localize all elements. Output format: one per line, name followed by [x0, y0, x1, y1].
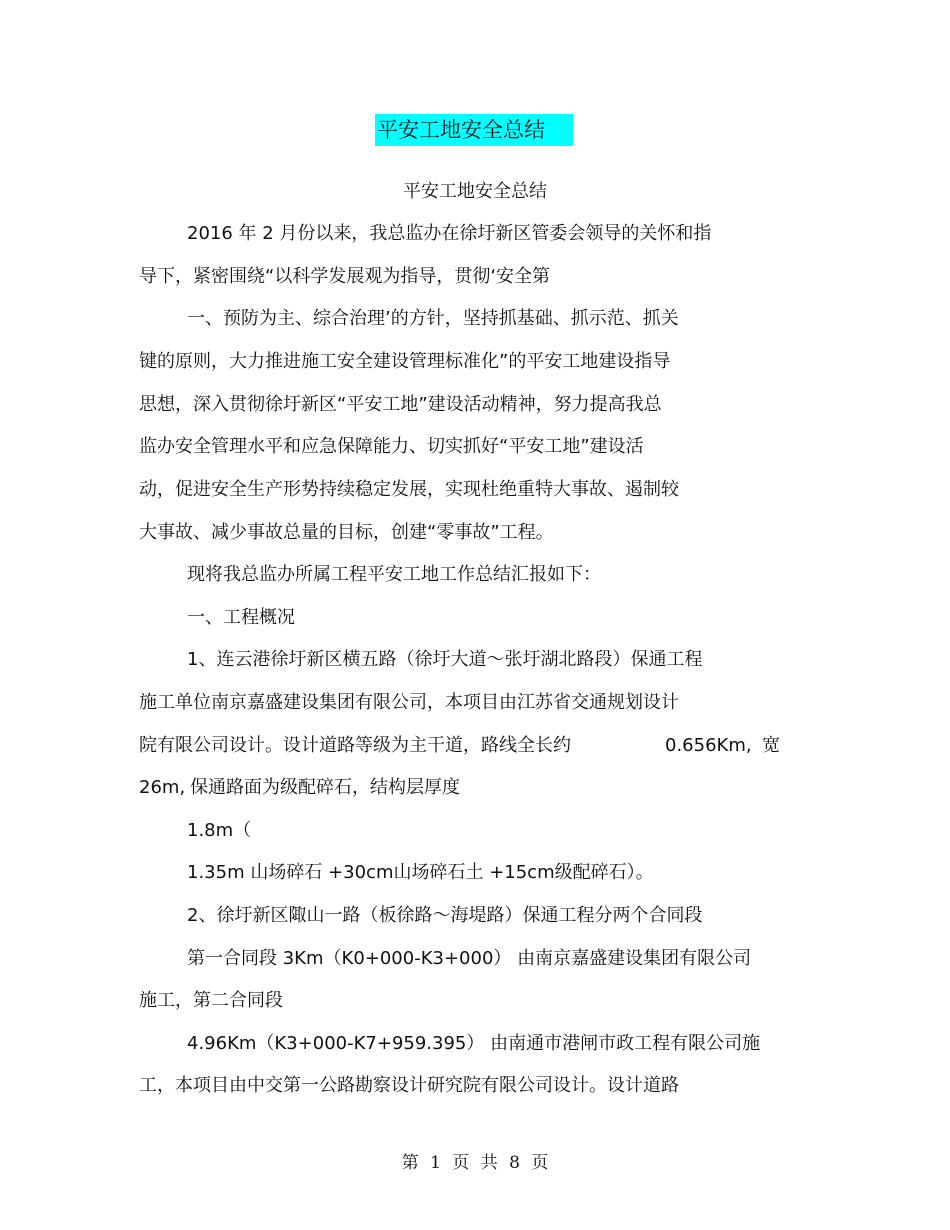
footer-prefix: 第 — [401, 1153, 419, 1173]
body-line: 1、连云港徐圩新区横五路（徐圩大道～张圩湖北路段）保通工程 — [187, 649, 703, 670]
body-line: 大事故、减少事故总量的目标，创建“零事故”工程。 — [139, 522, 554, 543]
body-line: 现将我总监办所属工程平安工地工作总结汇报如下： — [187, 564, 601, 585]
body-line: 2016 年 2 月份以来，我总监办在徐圩新区管委会领导的关怀和指 — [187, 223, 712, 244]
footer-total-pages: 8 — [509, 1153, 520, 1173]
body-line: 一、预防为主、综合治理’的方针，坚持抓基础、抓示范、抓关 — [187, 308, 679, 329]
footer-total-word: 共 — [480, 1153, 498, 1173]
body-line: 1.8m（ — [187, 820, 252, 841]
footer-page-number: 1 — [430, 1153, 441, 1173]
body-line: 工，本项目由中交第一公路勘察设计研究院有限公司设计。设计道路 — [139, 1075, 679, 1096]
body-line: 导下，紧密围绕“以科学发展观为指导，贯彻‘安全第 — [139, 266, 551, 287]
body-line-fragment: 保通路面为级配碎石，结构层厚度 — [190, 777, 460, 798]
body-line: 2、徐圩新区陬山一路（板徐路～海堤路）保通工程分两个合同段 — [187, 905, 703, 926]
body-line-fragment: 宽 — [762, 735, 780, 756]
footer-page-word: 页 — [452, 1153, 470, 1173]
body-line-fragment: 26m, — [139, 777, 186, 798]
body-line: 第一合同段 3Km（K0+000-K3+000） 由南京嘉盛建设集团有限公司 — [187, 948, 752, 969]
section-heading: 一、工程概况 — [187, 607, 295, 628]
footer-suffix: 页 — [531, 1153, 549, 1173]
body-line: 施工单位南京嘉盛建设集团有限公司，本项目由江苏省交通规划设计 — [139, 692, 679, 713]
document-heading: 平安工地安全总结 — [375, 114, 573, 146]
body-line: 思想，深入贯彻徐圩新区“平安工地”建设活动精神，努力提高我总 — [139, 394, 662, 415]
body-line: 键的原则，大力推进施工安全建设管理标准化”的平安工地建设指导 — [139, 351, 671, 372]
body-line: 监办安全管理水平和应急保障能力、切实抓好“平安工地”建设活 — [139, 436, 644, 457]
body-line: 动，促进安全生产形势持续稳定发展，实现杜绝重特大事故、遏制较 — [139, 479, 679, 500]
body-line-fragment: 0.656Km, — [665, 735, 752, 756]
page-footer — [0, 1151, 950, 1175]
document-subtitle: 平安工地安全总结 — [403, 181, 547, 202]
body-line: 施工，第二合同段 — [139, 990, 283, 1011]
body-line: 4.96Km（K3+000-K7+959.395） 由南通市港闸市政工程有限公司施 — [187, 1033, 761, 1054]
body-line: 1.35m 山场碎石 +30cm山场碎石土 +15cm级配碎石）。 — [187, 862, 654, 883]
body-line: 院有限公司设计。设计道路等级为主干道，路线全长约 — [139, 735, 571, 756]
